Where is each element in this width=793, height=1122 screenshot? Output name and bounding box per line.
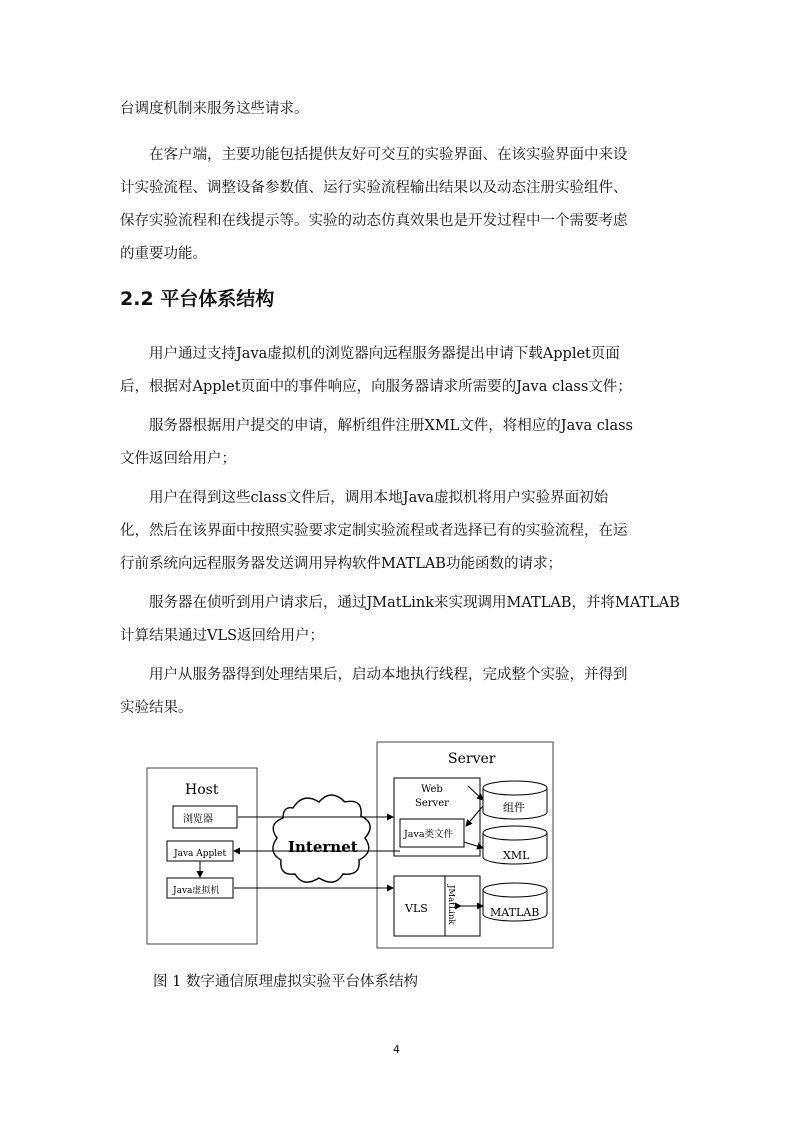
vls-label: VLS: [405, 902, 428, 915]
database-label: 组件: [503, 801, 525, 814]
text-line: 在客户端，主要功能包括提供友好可交互的实验界面、在该实验界面中来设: [120, 147, 628, 163]
server-title: Server: [448, 751, 496, 767]
web-to-component-arrow: [468, 786, 483, 800]
paragraph-step-5: [120, 659, 675, 725]
paragraph-client: [120, 139, 675, 271]
host-jvm-label: Java虚拟机: [173, 886, 220, 896]
text-line: 实验结果。: [120, 700, 193, 716]
text-line: 保存实验流程和在线提示等。实验的动态仿真效果也是开发过程中一个需要考虑: [120, 213, 628, 229]
paragraph-step-3: [120, 482, 675, 581]
internet-label: Internet: [288, 838, 358, 856]
text-line: 用户从服务器得到处理结果后，启动本地执行线程，完成整个实验，并得到: [120, 667, 628, 683]
paragraph-step-4: [120, 587, 680, 653]
paragraph-step-1: [120, 338, 675, 404]
jmatlink-label: JMatLink: [446, 885, 456, 925]
figure-caption: 图 1 数字通信原理虚拟实验平台体系结构: [153, 974, 418, 990]
matlab-database: [483, 883, 547, 921]
text-line: 行前系统向远程服务器发送调用异构软件MATLAB功能函数的请求；: [120, 556, 562, 572]
java-class-label: Java类文件: [404, 829, 454, 840]
database-label: MATLAB: [490, 906, 540, 919]
web-server-label-1: Web: [421, 784, 443, 795]
host-applet-label: Java Applet: [174, 849, 227, 859]
text-line: 后，根据对Applet页面中的事件响应，向服务器请求所需要的Java class文件；: [120, 379, 632, 395]
text-line: 用户通过支持Java虚拟机的浏览器向远程服务器提出申请下载Applet页面: [120, 346, 620, 362]
text-line: 用户在得到这些class文件后，调用本地Java虚拟机将用户实验界面初始: [120, 490, 609, 506]
host-title: Host: [185, 782, 219, 798]
page-number: 4: [393, 1043, 400, 1056]
architecture-diagram: [143, 738, 557, 954]
xml-database: [483, 826, 547, 864]
architecture-figure: [143, 738, 557, 954]
component-database: [483, 781, 547, 819]
text-line: 的重要功能。: [120, 246, 207, 262]
text-line: 计实验流程、调整设备参数值、运行实验流程输出结果以及动态注册实验组件、: [120, 180, 628, 196]
database-label: XML: [503, 849, 530, 862]
host-browser-label: 浏览器: [183, 814, 213, 825]
paragraph-intro-tail: [120, 93, 675, 126]
text-line: 化，然后在该界面中按照实验要求定制实验流程或者选择已有的实验流程，在运: [120, 523, 628, 539]
text-line: 服务器在侦听到用户请求后，通过JMatLink来实现调用MATLAB，并将MATLAB: [120, 595, 680, 611]
web-server-label-2: Server: [415, 798, 449, 809]
paragraph-step-2: [120, 410, 675, 476]
text-line: 文件返回给用户；: [120, 451, 236, 467]
text-line: 台调度机制来服务这些请求。: [120, 101, 309, 117]
text-line: 服务器根据用户提交的申请，解析组件注册XML文件，将相应的Java class: [120, 418, 633, 434]
text-line: 计算结果通过VLS返回给用户；: [120, 628, 325, 644]
section-heading: 2.2 平台体系结构: [120, 288, 275, 310]
